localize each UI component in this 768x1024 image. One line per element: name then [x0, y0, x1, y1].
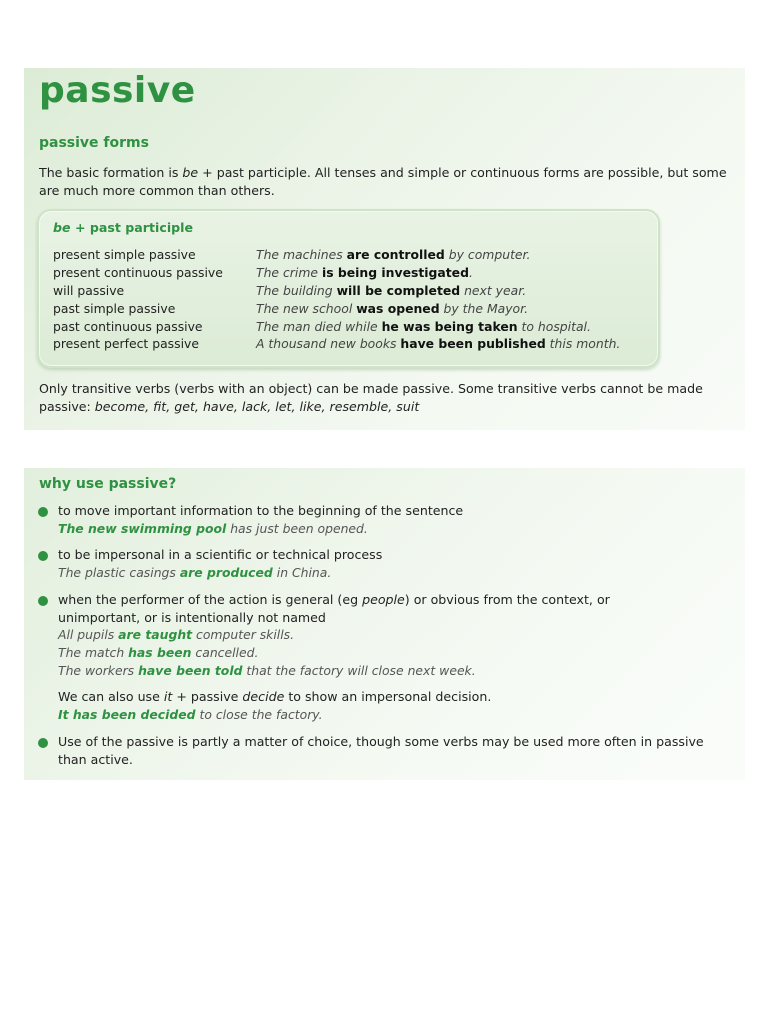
reason-1-text: to move important information to the beginning of the sentence: [58, 503, 464, 518]
forms-table-title: [53, 220, 193, 235]
reason-3-example-3: The workers have been told that the factory will close next week.: [58, 663, 476, 678]
bullet-icon: [38, 507, 48, 517]
form-example: The building will be completed next year.: [256, 282, 527, 298]
table-row: [53, 282, 653, 300]
form-name: past continuous passive: [53, 318, 203, 334]
transitive-verbs: become, fit, get, have, lack, let, like, resemble, suit: [94, 399, 420, 414]
form-example: The man died while he was being taken to hospital.: [256, 318, 591, 334]
form-name: will passive: [53, 282, 125, 298]
form-name: present simple passive: [53, 247, 196, 263]
bullet-icon: [38, 738, 48, 748]
reason-1-example: The new swimming pool has just been opened.: [58, 521, 368, 536]
box-title-be: be: [53, 220, 71, 235]
reason-4-text: Use of the passive is partly a matter of choice, though some verbs may be used more often in passive than active.: [58, 734, 704, 767]
why-use-passive-heading: why use passive?: [39, 476, 177, 492]
form-name: present perfect passive: [53, 336, 199, 352]
forms-table-box: [37, 209, 660, 368]
page-title: passive: [39, 70, 196, 111]
form-example: A thousand new books have been published this month.: [256, 336, 621, 352]
table-row: [53, 264, 653, 282]
transitive-note: [39, 380, 739, 416]
transitive-text: Only transitive verbs (verbs with an object) can be made passive. Some transitive verbs cannot be made passive:: [39, 381, 703, 414]
table-row: [53, 317, 653, 335]
form-example: The new school was opened by the Mayor.: [256, 300, 529, 316]
passive-forms-heading: passive forms: [39, 135, 149, 151]
why-use-passive-panel: [24, 468, 745, 780]
reason-2-text: to be impersonal in a scientific or technical process: [58, 547, 383, 562]
form-example: The crime is being investigated.: [256, 265, 473, 281]
intro-text-1: The basic formation is: [39, 165, 183, 180]
table-row: [53, 246, 653, 264]
intro-be: be: [182, 165, 199, 180]
form-name: past simple passive: [53, 300, 176, 316]
table-row: [53, 299, 653, 317]
reason-3-example-1: All pupils are taught computer skills.: [58, 627, 295, 642]
form-example: The machines are controlled by computer.: [256, 247, 531, 263]
reason-3-example-2: The match has been cancelled.: [58, 645, 259, 660]
passive-forms-panel: [24, 68, 745, 430]
box-title-rest: + past participle: [70, 220, 194, 235]
reason-3-text: when the performer of the action is general (eg people) or obvious from the context, or unimportant, or is intentionally not named: [58, 592, 610, 625]
intro-text-2: + past participle. All tenses and simple or continuous forms are possible, but some are much more common than others.: [39, 165, 727, 198]
it-note-text: We can also use it + passive decide to show an impersonal decision.: [58, 689, 492, 704]
table-row: [53, 335, 653, 353]
intro-paragraph: [39, 164, 739, 200]
forms-table: [53, 246, 653, 353]
it-note-example: It has been decided to close the factory.: [58, 707, 323, 722]
form-name: present continuous passive: [53, 265, 223, 281]
reason-2-example: The plastic casings are produced in China.: [58, 565, 332, 580]
bullet-icon: [38, 551, 48, 561]
bullet-icon: [38, 596, 48, 606]
